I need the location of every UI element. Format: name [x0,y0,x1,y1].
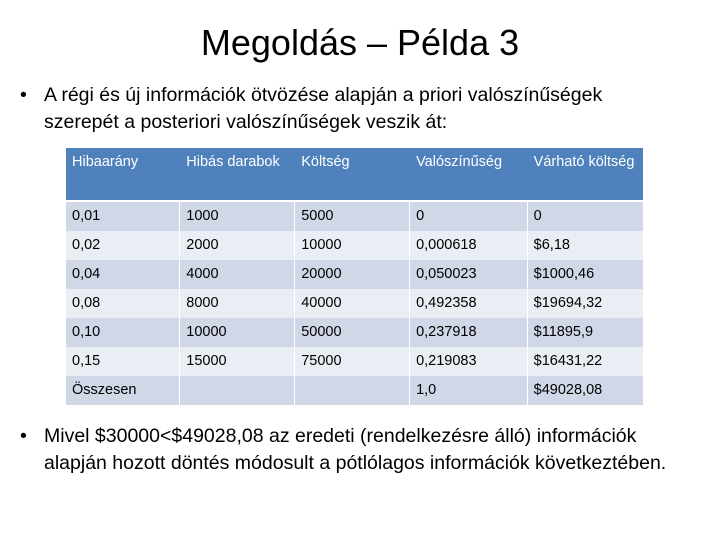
table-cell: $16431,22 [528,347,643,376]
table-cell: $11895,9 [528,318,643,347]
table-cell: 10000 [180,318,295,347]
total-label: Összesen [66,376,180,405]
table-cell: 15000 [180,347,295,376]
table-cell: 40000 [295,289,410,318]
header-hibas-darabok: Hibás darabok [180,148,295,202]
table-cell: $19694,32 [528,289,643,318]
table-cell: 0,492358 [410,289,528,318]
total-probability: 1,0 [410,376,528,405]
bullet-point-intro [20,82,680,136]
bullet-marker: • [20,84,27,106]
table-header-row [66,148,643,202]
table-cell: 0 [410,202,528,231]
probability-table [66,148,643,405]
table-cell: $1000,46 [528,260,643,289]
table-row [66,260,643,289]
table-cell: 20000 [295,260,410,289]
table-cell: 0 [528,202,643,231]
bullet-point-conclusion [20,423,680,477]
bullet-marker: • [20,425,27,447]
table-cell: 0,01 [66,202,180,231]
table-cell: 0,02 [66,231,180,260]
header-hibaarany: Hibaarány [66,148,180,202]
table-row [66,202,643,231]
table-cell: 0,237918 [410,318,528,347]
table-cell [295,376,410,405]
table-cell: 2000 [180,231,295,260]
table-row [66,289,643,318]
table-total-row [66,376,643,405]
table-cell: 0,219083 [410,347,528,376]
table-cell: 4000 [180,260,295,289]
slide-title: Megoldás – Példa 3 [200,22,520,63]
header-koltseg: Költség [295,148,410,202]
table-cell: 8000 [180,289,295,318]
table-row [66,318,643,347]
bullet-text-intro: A régi és új információk ötvözése alapján a priori valószínűségek szerepét a posteriori valószínűségek veszik át: [44,84,603,133]
table-row [66,347,643,376]
table-cell: $6,18 [528,231,643,260]
total-expected-cost: $49028,08 [528,376,643,405]
table-cell [180,376,295,405]
table-cell: 75000 [295,347,410,376]
table-cell: 0,04 [66,260,180,289]
table-cell: 0,15 [66,347,180,376]
table-cell: 1000 [180,202,295,231]
table-cell: 0,050023 [410,260,528,289]
table-cell: 0,08 [66,289,180,318]
table-cell: 0,000618 [410,231,528,260]
header-varhato-koltseg: Várható költség [528,148,643,202]
table-cell: 10000 [295,231,410,260]
header-valoszinuseg: Valószínűség [410,148,528,202]
bullet-text-conclusion: Mivel $30000<$49028,08 az eredeti (rendelkezésre álló) információk alapján hozott döntés módosult a pótlólagos információk következtében. [44,425,667,474]
table-cell: 50000 [295,318,410,347]
table-row [66,231,643,260]
table-cell: 5000 [295,202,410,231]
table-cell: 0,10 [66,318,180,347]
